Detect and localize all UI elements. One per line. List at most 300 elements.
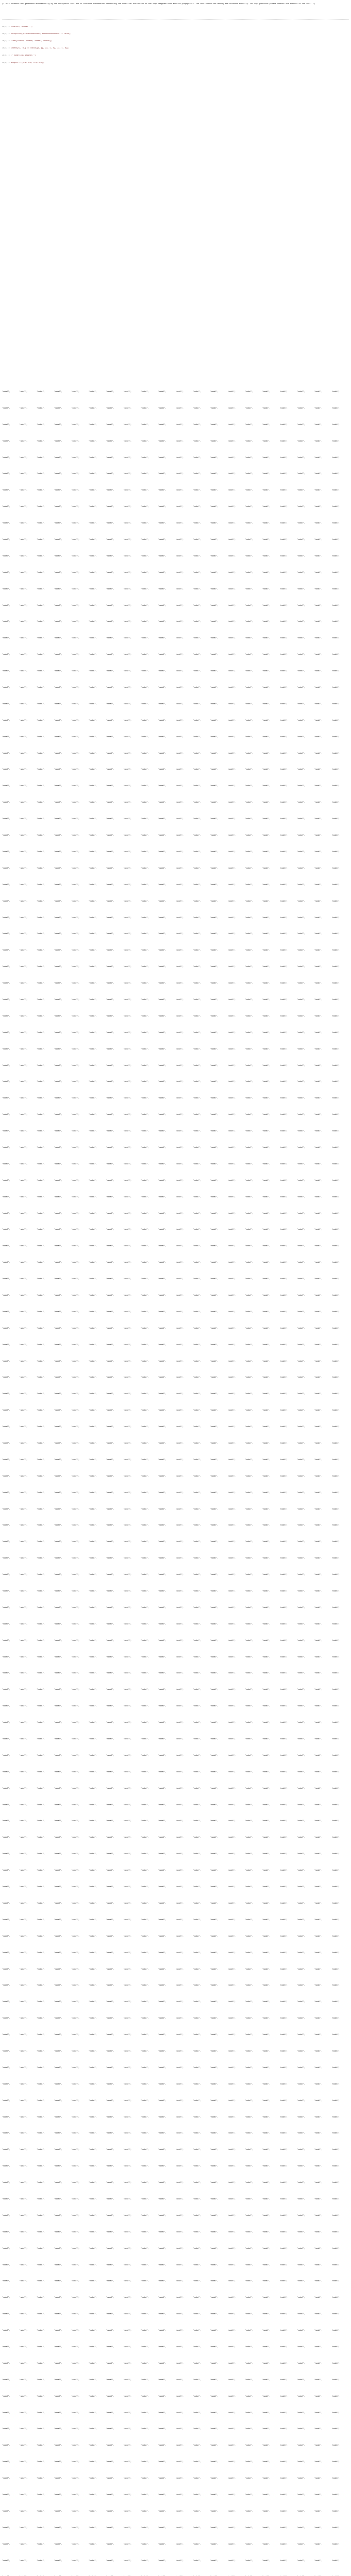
grid-cell: "nodal", (141, 439, 149, 442)
grid-cell: "nodal", (19, 2001, 28, 2003)
grid-cell: "nodal", (210, 505, 219, 508)
input-cell[interactable] (2, 47, 349, 50)
grid-cell: "nodal", (262, 2263, 271, 2266)
grid-cell: "nodal", (314, 2559, 323, 2562)
grid-cell: "nodal", (297, 785, 305, 787)
grid-cell: "nodal", (262, 702, 271, 705)
grid-cell: "nodal", (123, 1803, 131, 1806)
grid-cell: "nodal", (262, 2165, 271, 2167)
grid-cell: "nodal", (210, 1820, 219, 1822)
grid-cell: "nodal", (19, 2461, 28, 2463)
grid-cell: "nodal", (158, 637, 166, 639)
grid-cell: "nodal", (227, 1918, 236, 1921)
grid-cell: "nodal", (54, 1047, 62, 1050)
grid-cell: "nodal", (54, 1886, 62, 1888)
grid-cell: "nodal", (123, 670, 131, 672)
grid-cell: "nodal", (245, 571, 253, 573)
grid-cell: "nodal", (71, 1721, 79, 1724)
grid-cell: "nodal", (227, 1738, 236, 1740)
grid-row (2, 768, 349, 785)
grid-cell: "nodal", (210, 1984, 219, 1987)
grid-cell: "nodal", (106, 1130, 114, 1132)
grid-cell: "nodal", (158, 1770, 166, 1773)
grid-cell: "nodal", (297, 702, 305, 705)
grid-cell: "nodal", (245, 834, 253, 837)
grid-cell: "nodal", (227, 933, 236, 935)
grid-cell: "nodal", (2, 2494, 10, 2496)
grid-cell: "nodal", (331, 2115, 340, 2118)
grid-cell: "nodal", (89, 2066, 97, 2069)
grid-cell: "nodal", (141, 2428, 149, 2430)
grid-row (2, 2198, 349, 2214)
grid-cell: "nodal", (19, 949, 28, 952)
grid-cell: "nodal", (141, 1507, 149, 1510)
grid-cell: "nodal", (279, 2543, 288, 2545)
grid-cell: "nodal", (245, 1343, 253, 1346)
grid-cell: "nodal", (193, 2362, 201, 2364)
grid-cell: "nodal", (297, 1853, 305, 1855)
grid-cell: "nodal", (262, 2017, 271, 2020)
grid-cell: "nodal", (123, 2263, 131, 2266)
grid-cell: "nodal", (314, 1902, 323, 1904)
grid-cell: "nodal", (279, 719, 288, 721)
grid-cell: "nodal", (331, 1836, 340, 1839)
grid-cell: "nodal", (89, 2296, 97, 2299)
grid-cell: "nodal", (210, 1951, 219, 1954)
grid-cell: "nodal", (210, 1688, 219, 1691)
grid-cell: "nodal", (227, 2510, 236, 2512)
grid-cell: "nodal", (314, 1080, 323, 1083)
grid-cell: "nodal", (314, 1261, 323, 1264)
grid-row (2, 867, 349, 884)
grid-cell: "nodal", (123, 1031, 131, 1033)
grid-cell: "nodal", (279, 456, 288, 459)
grid-cell: "nodal", (2, 1097, 10, 1099)
grid-cell: "nodal", (227, 916, 236, 919)
grid-cell: "nodal", (210, 2115, 219, 2118)
grid-cell: "nodal", (2, 1705, 10, 1707)
grid-cell: "nodal", (123, 423, 131, 426)
grid-cell: "nodal", (262, 933, 271, 935)
grid-row (2, 2181, 349, 2198)
grid-cell: "nodal", (71, 1113, 79, 1116)
grid-cell: "nodal", (331, 1639, 340, 1641)
grid-cell: "nodal", (245, 2001, 253, 2003)
grid-cell: "nodal", (141, 2395, 149, 2397)
grid-cell: "nodal", (54, 2181, 62, 2184)
grid-cell: "nodal", (210, 2066, 219, 2069)
grid-cell: "nodal", (123, 1195, 131, 1198)
grid-cell: "nodal", (227, 867, 236, 869)
grid-cell: "nodal", (19, 1360, 28, 1362)
grid-cell: "nodal", (314, 1869, 323, 1872)
grid-cell: "nodal", (314, 1294, 323, 1296)
grid-cell: "nodal", (245, 1836, 253, 1839)
grid-cell: "nodal", (123, 867, 131, 869)
grid-cell: "nodal", (54, 1475, 62, 1477)
grid-cell: "nodal", (210, 391, 219, 393)
grid-cell: "nodal", (314, 1409, 323, 1412)
grid-cell: "nodal", (314, 670, 323, 672)
grid-cell: "nodal", (89, 1393, 97, 1395)
grid-cell: "nodal", (54, 1606, 62, 1608)
grid-cell: "nodal", (141, 752, 149, 754)
grid-cell: "nodal", (2, 391, 10, 393)
grid-cell: "nodal", (297, 867, 305, 869)
grid-cell: "nodal", (123, 850, 131, 853)
grid-cell: "nodal", (262, 1622, 271, 1625)
grid-cell: "nodal", (89, 2197, 97, 2200)
grid-cell: "nodal", (71, 2132, 79, 2134)
grid-cell: "nodal", (19, 1409, 28, 1412)
grid-cell: "nodal", (262, 2461, 271, 2463)
grid-row (2, 637, 349, 653)
grid-cell: "nodal", (54, 522, 62, 524)
grid-cell: "nodal", (158, 2017, 166, 2020)
input-cell[interactable] (2, 40, 349, 43)
grid-cell: "nodal", (210, 2082, 219, 2085)
grid-cell: "nodal", (227, 801, 236, 804)
grid-cell: "nodal", (19, 670, 28, 672)
grid-cell: "nodal", (279, 2082, 288, 2085)
grid-cell: "nodal", (331, 2329, 340, 2332)
grid-cell: "nodal", (106, 2280, 114, 2282)
grid-cell: "nodal", (19, 2559, 28, 2562)
grid-cell: "nodal", (227, 505, 236, 508)
grid-row (2, 1721, 349, 1738)
grid-cell: "nodal", (89, 719, 97, 721)
grid-cell: "nodal", (2, 818, 10, 820)
grid-row (2, 1771, 349, 1787)
grid-cell: "nodal", (314, 1557, 323, 1560)
grid-cell: "nodal", (245, 2477, 253, 2480)
grid-cell: "nodal", (279, 1770, 288, 1773)
grid-cell: "nodal", (141, 965, 149, 968)
grid-cell: "nodal", (71, 554, 79, 557)
grid-cell: "nodal", (227, 620, 236, 623)
grid-cell: "nodal", (227, 456, 236, 459)
grid-cell: "nodal", (210, 2411, 219, 2414)
grid-cell: "nodal", (227, 1984, 236, 1987)
grid-cell: "nodal", (175, 1935, 183, 1937)
grid-cell: "nodal", (175, 1146, 183, 1148)
grid-cell: "nodal", (123, 653, 131, 656)
grid-cell: "nodal", (158, 2197, 166, 2200)
grid-cell: "nodal", (210, 2461, 219, 2463)
input-cell[interactable] (2, 26, 349, 28)
grid-cell: "nodal", (37, 752, 45, 754)
grid-cell: "nodal", (193, 456, 201, 459)
grid-cell: "nodal", (279, 1507, 288, 1510)
grid-cell: "nodal", (141, 1491, 149, 1494)
grid-cell: "nodal", (37, 998, 45, 1001)
grid-row (2, 2033, 349, 2050)
grid-cell: "nodal", (89, 406, 97, 409)
grid-cell: "nodal", (89, 2214, 97, 2216)
grid-cell: "nodal", (262, 949, 271, 952)
grid-cell: "nodal", (54, 1524, 62, 1527)
grid-cell: "nodal", (158, 2559, 166, 2562)
grid-cell: "nodal", (141, 1278, 149, 1280)
grid-cell: "nodal", (297, 1294, 305, 1296)
grid-cell: "nodal", (262, 867, 271, 869)
grid-cell: "nodal", (19, 423, 28, 426)
grid-cell: "nodal", (2, 1787, 10, 1789)
grid-cell: "nodal", (193, 2082, 201, 2085)
grid-cell: "nodal", (19, 472, 28, 475)
grid-cell: "nodal", (175, 2411, 183, 2414)
grid-cell: "nodal", (245, 406, 253, 409)
grid-cell: "nodal", (245, 1327, 253, 1329)
grid-cell: "nodal", (123, 472, 131, 475)
grid-cell: "nodal", (210, 439, 219, 442)
grid-cell: "nodal", (262, 719, 271, 721)
grid-cell: "nodal", (2, 1491, 10, 1494)
grid-cell: "nodal", (245, 2082, 253, 2085)
grid-cell: "nodal", (175, 1738, 183, 1740)
grid-cell: "nodal", (331, 391, 340, 393)
grid-row (2, 719, 349, 736)
grid-cell: "nodal", (54, 1491, 62, 1494)
grid-cell: "nodal", (71, 1047, 79, 1050)
input-cell[interactable] (2, 33, 349, 36)
grid-cell: "nodal", (2, 2510, 10, 2512)
grid-cell: "nodal", (193, 686, 201, 689)
grid-cell: "nodal", (279, 439, 288, 442)
grid-cell: "nodal", (210, 1672, 219, 1674)
grid-cell: "nodal", (193, 2148, 201, 2151)
grid-cell: "nodal", (106, 1984, 114, 1987)
grid-cell: "nodal", (19, 406, 28, 409)
grid-cell: "nodal", (193, 1294, 201, 1296)
grid-cell: "nodal", (175, 1491, 183, 1494)
grid-cell: "nodal", (175, 1245, 183, 1247)
grid-row (2, 1820, 349, 1836)
grid-cell: "nodal", (89, 391, 97, 393)
grid-cell: "nodal", (245, 1984, 253, 1987)
grid-cell: "nodal", (54, 571, 62, 573)
grid-cell: "nodal", (158, 2001, 166, 2003)
grid-cell: "nodal", (141, 2444, 149, 2447)
grid-row (2, 2313, 349, 2329)
grid-cell: "nodal", (314, 1162, 323, 1165)
grid-cell: "nodal", (71, 2362, 79, 2364)
grid-cell: "nodal", (2, 1721, 10, 1724)
grid-cell: "nodal", (2, 686, 10, 689)
grid-cell: "nodal", (54, 670, 62, 672)
grid-cell: "nodal", (331, 916, 340, 919)
grid-cell: "nodal", (89, 1557, 97, 1560)
grid-cell: "nodal", (89, 1606, 97, 1608)
grid-cell: "nodal", (210, 2165, 219, 2167)
grid-cell: "nodal", (123, 883, 131, 886)
grid-cell: "nodal", (71, 1935, 79, 1937)
grid-row (2, 1688, 349, 1705)
grid-cell: "nodal", (331, 785, 340, 787)
grid-cell: "nodal", (193, 1261, 201, 1264)
grid-cell: "nodal", (123, 1162, 131, 1165)
grid-cell: "nodal", (279, 1590, 288, 1592)
grid-row (2, 391, 349, 407)
grid-cell: "nodal", (2, 949, 10, 952)
grid-row (2, 2001, 349, 2017)
grid-cell: "nodal", (158, 1113, 166, 1116)
grid-cell: "nodal", (331, 1787, 340, 1789)
grid-cell: "nodal", (71, 2099, 79, 2102)
grid-cell: "nodal", (158, 1721, 166, 1724)
grid-cell: "nodal", (331, 1097, 340, 1099)
grid-cell: "nodal", (158, 1968, 166, 1970)
grid-cell: "nodal", (123, 2477, 131, 2480)
grid-cell: "nodal", (314, 2017, 323, 2020)
grid-cell: "nodal", (2, 1836, 10, 1839)
grid-cell: "nodal", (227, 1886, 236, 1888)
grid-row (2, 1311, 349, 1327)
grid-cell: "nodal", (279, 1310, 288, 1313)
grid-cell: "nodal", (314, 1195, 323, 1198)
grid-cell: "nodal", (331, 1130, 340, 1132)
grid-cell: "nodal", (141, 1787, 149, 1789)
grid-cell: "nodal", (71, 834, 79, 837)
grid-cell: "nodal", (331, 1458, 340, 1461)
grid-cell: "nodal", (227, 653, 236, 656)
grid-cell: "nodal", (141, 1376, 149, 1379)
grid-cell: "nodal", (210, 900, 219, 902)
grid-cell: "nodal", (158, 850, 166, 853)
grid-cell: "nodal", (262, 1655, 271, 1658)
grid-cell: "nodal", (262, 1902, 271, 1904)
grid-cell: "nodal", (19, 1524, 28, 1527)
grid-cell: "nodal", (141, 406, 149, 409)
grid-cell: "nodal", (106, 2461, 114, 2463)
grid-cell: "nodal", (106, 2197, 114, 2200)
grid-row (2, 1606, 349, 1623)
grid-cell: "nodal", (297, 1886, 305, 1888)
grid-cell: "nodal", (71, 406, 79, 409)
grid-cell: "nodal", (54, 1836, 62, 1839)
grid-cell: "nodal", (71, 1754, 79, 1756)
grid-cell: "nodal", (279, 1212, 288, 1214)
grid-cell: "nodal", (175, 1294, 183, 1296)
grid-cell: "nodal", (19, 1820, 28, 1822)
grid-cell: "nodal", (19, 834, 28, 837)
grid-cell: "nodal", (297, 1310, 305, 1313)
grid-cell: "nodal", (71, 2247, 79, 2249)
input-cell[interactable] (2, 62, 349, 64)
grid-cell: "nodal", (279, 2247, 288, 2249)
grid-cell: "nodal", (158, 1179, 166, 1181)
grid-cell: "nodal", (279, 1047, 288, 1050)
grid-cell: "nodal", (193, 719, 201, 721)
grid-cell: "nodal", (245, 1080, 253, 1083)
grid-cell: "nodal", (297, 2001, 305, 2003)
grid-cell: "nodal", (262, 1803, 271, 1806)
grid-cell: "nodal", (210, 1573, 219, 1576)
grid-cell: "nodal", (331, 686, 340, 689)
grid-cell: "nodal", (123, 1097, 131, 1099)
grid-cell: "nodal", (37, 489, 45, 492)
grid-cell: "nodal", (297, 1426, 305, 1428)
grid-cell: "nodal", (227, 1787, 236, 1789)
grid-cell: "nodal", (71, 2165, 79, 2167)
grid-cell: "nodal", (158, 1343, 166, 1346)
grid-cell: "nodal", (123, 998, 131, 1001)
grid-cell: "nodal", (89, 2049, 97, 2052)
grid-cell: "nodal", (175, 406, 183, 409)
grid-cell: "nodal", (297, 1705, 305, 1707)
grid-cell: "nodal", (314, 2494, 323, 2496)
grid-cell: "nodal", (175, 1902, 183, 1904)
grid-cell: "nodal", (262, 2001, 271, 2003)
grid-cell: "nodal", (314, 1688, 323, 1691)
grid-cell: "nodal", (297, 670, 305, 672)
grid-cell: "nodal", (331, 2477, 340, 2480)
input-cell[interactable] (2, 55, 349, 57)
grid-cell: "nodal", (297, 1869, 305, 1872)
grid-cell: "nodal", (245, 1787, 253, 1789)
grid-cell: "nodal", (175, 439, 183, 442)
grid-cell: "nodal", (331, 653, 340, 656)
grid-cell: "nodal", (54, 489, 62, 492)
grid-cell: "nodal", (37, 2280, 45, 2282)
grid-cell: "nodal", (297, 653, 305, 656)
grid-cell: "nodal", (54, 1245, 62, 1247)
grid-cell: "nodal", (158, 1146, 166, 1148)
grid-cell: "nodal", (2, 1409, 10, 1412)
grid-cell: "nodal", (71, 1426, 79, 1428)
grid-cell: "nodal", (193, 2181, 201, 2184)
grid-cell: "nodal", (123, 1655, 131, 1658)
grid-cell: "nodal", (193, 1376, 201, 1379)
grid-cell: "nodal", (89, 1014, 97, 1017)
grid-cell: "nodal", (297, 1754, 305, 1756)
grid-cell: "nodal", (2, 2280, 10, 2282)
grid-cell: "nodal", (37, 1458, 45, 1461)
grid-cell: "nodal", (314, 1442, 323, 1444)
grid-cell: "nodal", (71, 801, 79, 804)
grid-cell: "nodal", (331, 1820, 340, 1822)
grid-cell: "nodal", (106, 653, 114, 656)
grid-cell: "nodal", (279, 1902, 288, 1904)
grid-cell: "nodal", (123, 1146, 131, 1148)
grid-cell: "nodal", (89, 2411, 97, 2414)
grid-cell: "nodal", (54, 1146, 62, 1148)
grid-cell: "nodal", (141, 735, 149, 738)
grid-cell: "nodal", (141, 391, 149, 393)
grid-cell: "nodal", (227, 2033, 236, 2036)
grid-cell: "nodal", (262, 1524, 271, 1527)
grid-cell: "nodal", (262, 1014, 271, 1017)
grid-cell: "nodal", (227, 2494, 236, 2496)
grid-cell: "nodal", (262, 1146, 271, 1148)
grid-cell: "nodal", (227, 1770, 236, 1773)
grid-cell: "nodal", (314, 1212, 323, 1214)
grid-cell: "nodal", (71, 1393, 79, 1395)
grid-cell: "nodal", (158, 1014, 166, 1017)
grid-cell: "nodal", (245, 2494, 253, 2496)
grid-cell: "nodal", (331, 1393, 340, 1395)
grid-cell: "nodal", (2, 1606, 10, 1608)
grid-cell: "nodal", (227, 1491, 236, 1494)
grid-cell: "nodal", (54, 1278, 62, 1280)
grid-cell: "nodal", (210, 2017, 219, 2020)
grid-cell: "nodal", (37, 1524, 45, 1527)
grid-cell: "nodal", (54, 1540, 62, 1543)
grid-cell: "nodal", (245, 1869, 253, 1872)
grid-cell: "nodal", (175, 538, 183, 541)
grid-cell: "nodal", (37, 2099, 45, 2102)
grid-cell: "nodal", (227, 1014, 236, 1017)
